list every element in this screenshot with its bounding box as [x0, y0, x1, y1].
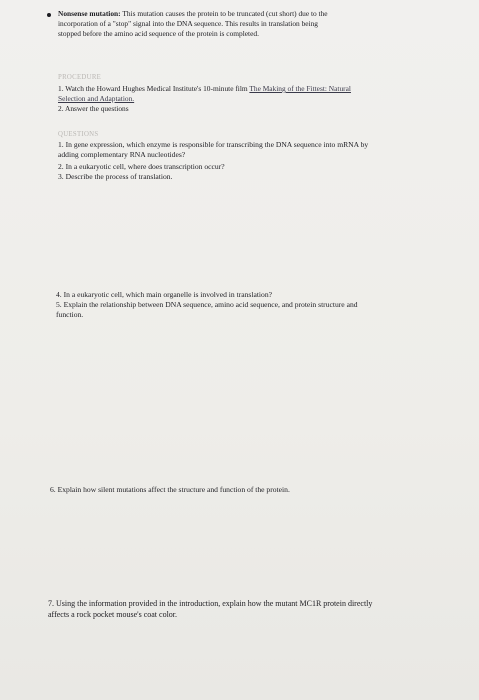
question-5-line-2: function.	[56, 310, 84, 319]
procedure-steps	[58, 84, 458, 114]
procedure-step-1	[58, 84, 458, 94]
question-7-line-1: 7. Using the information provided in the introduction, explain how the mutant MC1R protein directly	[48, 599, 373, 608]
line-1-text: This mutation causes the protein to be truncated (cut short) due to the	[122, 9, 328, 18]
nonsense-mutation-paragraph	[58, 9, 458, 39]
question-2: 2. In a eukaryotic cell, where does transcription occur?	[58, 162, 225, 171]
film-link-continued[interactable]: Selection and Adaptation.	[58, 94, 135, 103]
procedure-step-2: 2. Answer the questions	[58, 104, 129, 113]
questions-4-5	[56, 290, 466, 320]
faded-questions-heading: QUESTIONS	[58, 131, 99, 138]
question-7	[48, 598, 468, 620]
film-link[interactable]: The Making of the Fittest: Natural	[249, 84, 351, 93]
question-4: 4. In a eukaryotic cell, which main organelle is involved in translation?	[56, 290, 273, 299]
paragraph-line-2: incorporation of a "stop" signal into the DNA sequence. This results in translation being	[58, 19, 319, 28]
question-3: 3. Describe the process of translation.	[58, 172, 173, 181]
question-1-line-1: 1. In gene expression, which enzyme is responsible for transcribing the DNA sequence into mRNA by	[58, 140, 369, 149]
paragraph-line-1	[58, 9, 458, 19]
question-6: 6. Explain how silent mutations affect the structure and function of the protein.	[50, 485, 290, 494]
term-nonsense-mutation: Nonsense mutation:	[58, 9, 121, 18]
paragraph-line-3: stopped before the amino acid sequence of the protein is completed.	[58, 29, 259, 38]
question-1-line-2: adding complementary RNA nucleotides?	[58, 150, 186, 159]
question-5-line-1: 5. Explain the relationship between DNA sequence, amino acid sequence, and protein structure and	[56, 300, 358, 309]
step-1-text: 1. Watch the Howard Hughes Medical Institute's 10-minute film	[58, 84, 248, 93]
bullet-point	[47, 13, 51, 17]
faded-procedure-heading: PROCEDURE	[58, 74, 102, 81]
question-7-line-2: affects a rock pocket mouse's coat color.	[48, 610, 178, 619]
questions-1-3	[58, 140, 468, 182]
